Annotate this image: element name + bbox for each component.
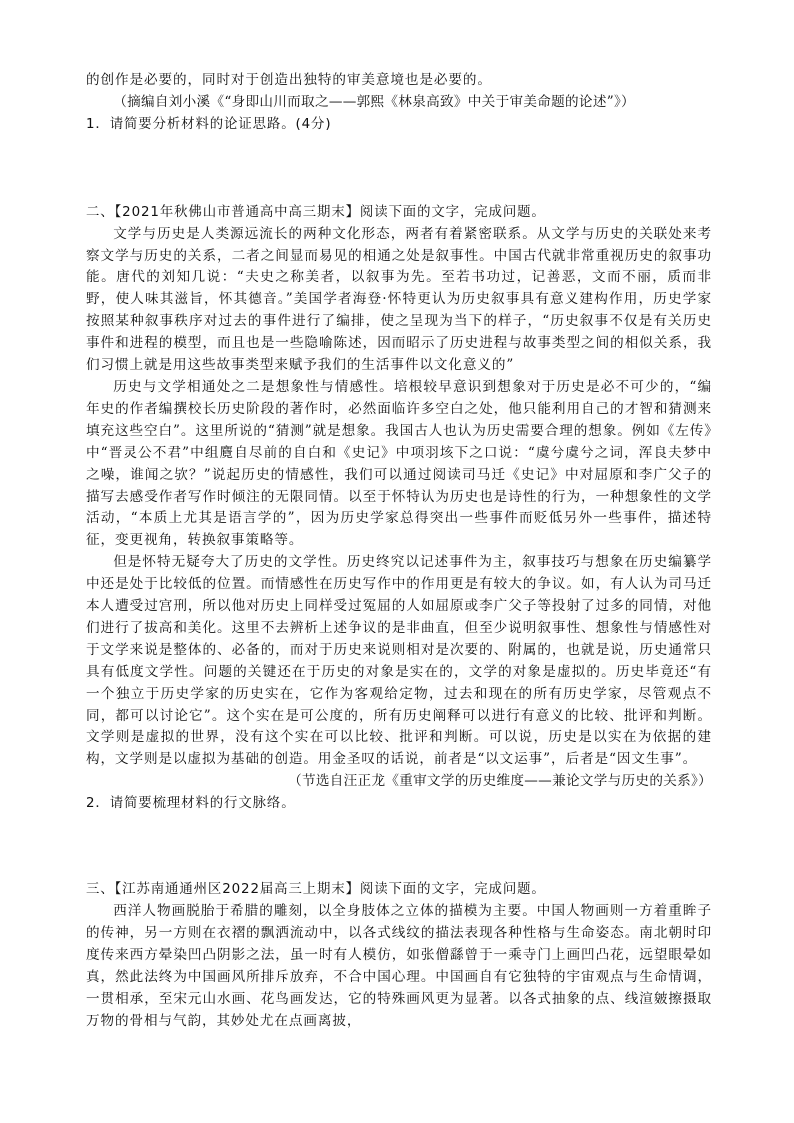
answer-space-1 [86, 136, 712, 202]
answer-space-2 [86, 815, 712, 879]
section1-source: （摘编自刘小溪《“身即山川而取之——郭熙《林泉高致》中关于审美命题的论述”》） [113, 93, 635, 110]
section3-heading: 三、【江苏南通通州区2022届高三上期末】阅读下面的文字，完成问题。 [86, 882, 546, 898]
section2-paragraph-1: 文学与历史是人类源远流长的两种文化形态，两者有着紧密联系。从文学与历史的关联处来考察文学与历史的关系，二者之间显而易见的相通之处是叙事性。中国古代就非常重视历史的叙事功能。唐代的刘知几说：“夫史之称美者，以叙事为先。至若书功过，记善恶，文而不丽，质而非野，使人味其滋旨，怀其德音。”美国学者海登·怀特更认为历史叙事具有意义建构作用，历史学家按照某种叙事秩序对过去的事件进行了编排，使之呈现为当下的样子，“历史叙事不仅是有关历史事件和进程的模型，而且也是一些隐喻陈述，因而昭示了历史进程与故事类型之间的相似关系，我们习惯上就是用这些故事类型来赋予我们的生活事件以文化意义的” [86, 225, 712, 374]
question-1: 1．请简要分析材料的论证思路。(4分) [86, 116, 332, 132]
question-2: 2．请简要梳理材料的行文脉络。 [86, 796, 296, 812]
document-page [86, 70, 712, 1032]
section3-paragraph-1: 西洋人物画脱胎于希腊的雕刻，以全身肢体之立体的描模为主要。中国人物画则一方着重眸子的传神，另一方则在衣褶的飘洒流动中，以各式线纹的描法表现各种性格与生命姿态。南北朝时印度传来西方晕染凹凸阴影之法，虽一时有人模仿，如张僧繇曾于一乘寺门上画凹凸花，远望眼晕如真，然此法终为中国画风所排斥放弃，不合中国心理。中国画自有它独特的宇宙观点与生命情调，一贯相承，至宋元山水画、花鸟画发达，它的特殊画风更为显著。以各式抽象的点、线渲皴擦摄取万物的骨相与气韵，其妙处尤在点画离披， [86, 903, 712, 1029]
section2-paragraph-3: 但是怀特无疑夸大了历史的文学性。历史终究以记述事件为主，叙事技巧与想象在历史编纂学中还是处于比较低的位置。而情感性在历史写作中的作用更是有较大的争议。如，有人认为司马迁本人遭受过宫刑，所以他对历史上同样受过冤屈的人如屈原或李广父子等投射了过多的同情，对他们进行了拔高和美化。这里不去辨析上述争议的是非曲直，但至少说明叙事性、想象性与情感性对于文学来说是整体的、必备的，而对于历史来说则相对是次要的、附属的，也就是说，历史通常只具有低度文学性。问题的关键还在于历史的对象是实在的，文学的对象是虚拟的。历史毕竟还“有一个独立于历史学家的历史实在，它作为客观给定物，过去和现在的所有历史学家，尽管观点不同，都可以讨论它”。这个实在是可公度的，所有历史阐释可以进行有意义的比较、批评和判断。文学则是虚拟的世界，没有这个实在可以比较、批评和判断。可以说，历史是以实在为依据的建构，文学则是以虚拟为基础的创造。用金圣叹的话说，前者是“以文运事”，后者是“因文生事”。 [86, 554, 712, 768]
section2-heading: 二、【2021年秋佛山市普通高中高三期末】阅读下面的文字，完成问题。 [86, 204, 546, 220]
section2-paragraph-2: 历史与文学相通处之二是想象性与情感性。培根较早意识到想象对于历史是必不可少的，“编年史的作者编撰校长历史阶段的著作时，必然面临许多空白之处，他只能利用自己的才智和猜测来填充这些空白”。这里所说的“猜测”就是想象。我国古人也认为历史需要合理的想象。例如《左传》中“晋灵公不君”中组麑自尽前的自白和《史记》中项羽垓下之口说：“虞兮虞兮之词，浑良夫梦中之噪，谁闻之欤？”说起历史的情感性，我们可以通过阅读司马迁《史记》中对屈原和李广父子的描写去感受作者写作时倾注的无限同情。以至于怀特认为历史也是诗性的行为，一种想象性的文学活动，“本质上尤其是语言学的”，因为历史学家总得突出一些事件而贬低另外一些事件，描述特征，变更视角，转换叙事策略等。 [86, 378, 712, 549]
section2-source: （节选自汪正龙《重审文学的历史维度——兼论文学与历史的关系》） [288, 773, 712, 790]
section1-tail-text: 的创作是必要的，同时对于创造出独特的审美意境也是必要的。 [86, 72, 492, 88]
